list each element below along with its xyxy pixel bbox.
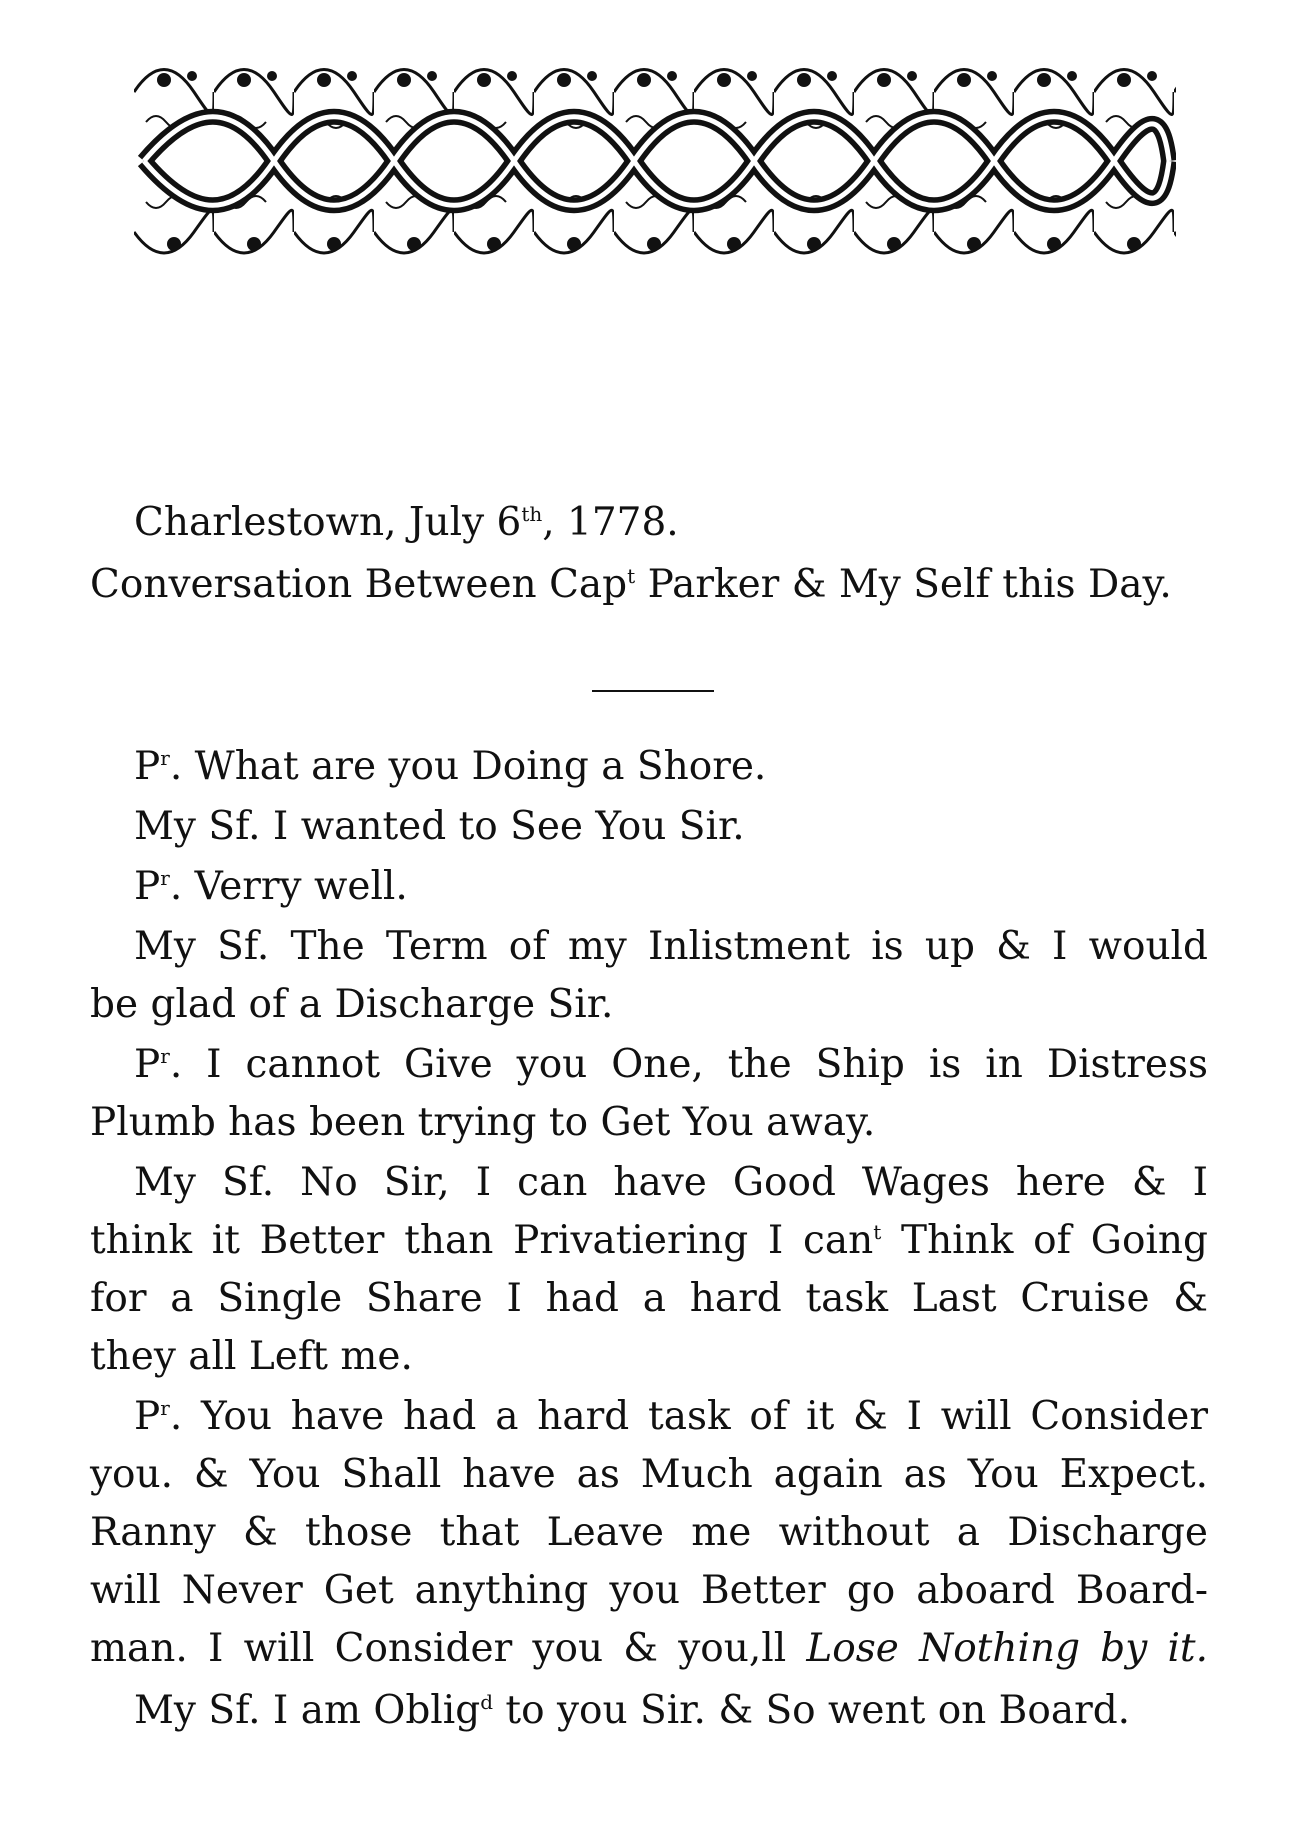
separator-rule — [592, 690, 714, 692]
self-line-2: My Sf. The Term of my Inlistment is up & I would be glad of a Discharge Sir. — [90, 924, 1208, 1027]
parker-line-3: $P^r$. I cannot Give you One, the Ship is in Distress Plumb has been trying to Get You away. — [90, 1042, 1208, 1145]
title-superscript: t — [627, 564, 636, 588]
parker-line-2: $P^r$. Verry well. — [134, 864, 408, 909]
self-line-1: My Sf. I wanted to See You Sir. — [134, 804, 745, 849]
dateline-superscript: th — [521, 502, 543, 526]
dateline-text: Charlestown, July 6 — [134, 500, 522, 545]
ornamental-border-icon — [134, 62, 1176, 260]
dateline — [134, 500, 679, 545]
dateline-year: , 1778. — [542, 500, 679, 545]
conversation-title — [90, 562, 1172, 607]
self-line-4: My Sf. I am Oblig$^d$ to you Sir. & So went on Board. — [134, 1688, 1131, 1733]
parker-line-1: $P^r$. What are you Doing a Shore. — [134, 744, 767, 789]
title-text-b: Parker & My Self this Day. — [635, 562, 1172, 607]
self-line-3: My Sf. No Sir, I can have Good Wages here & I think it Better than Privatiering I can$^t$ Think of Going for a Single Share I had a hard task Last Cruise & they all Left me. — [90, 1160, 1208, 1379]
parker-line-4: $P^r$. You have had a hard task of it & I will Consider you. & You Shall have as Much again as You Expect. Ranny & those that Leave me without a Discharge will Never Get anything you Better go aboard Board- man. I will Consider you & you,ll Lose Nothing by it. — [90, 1394, 1208, 1671]
title-text-a: Conversation Between Cap — [90, 562, 628, 607]
